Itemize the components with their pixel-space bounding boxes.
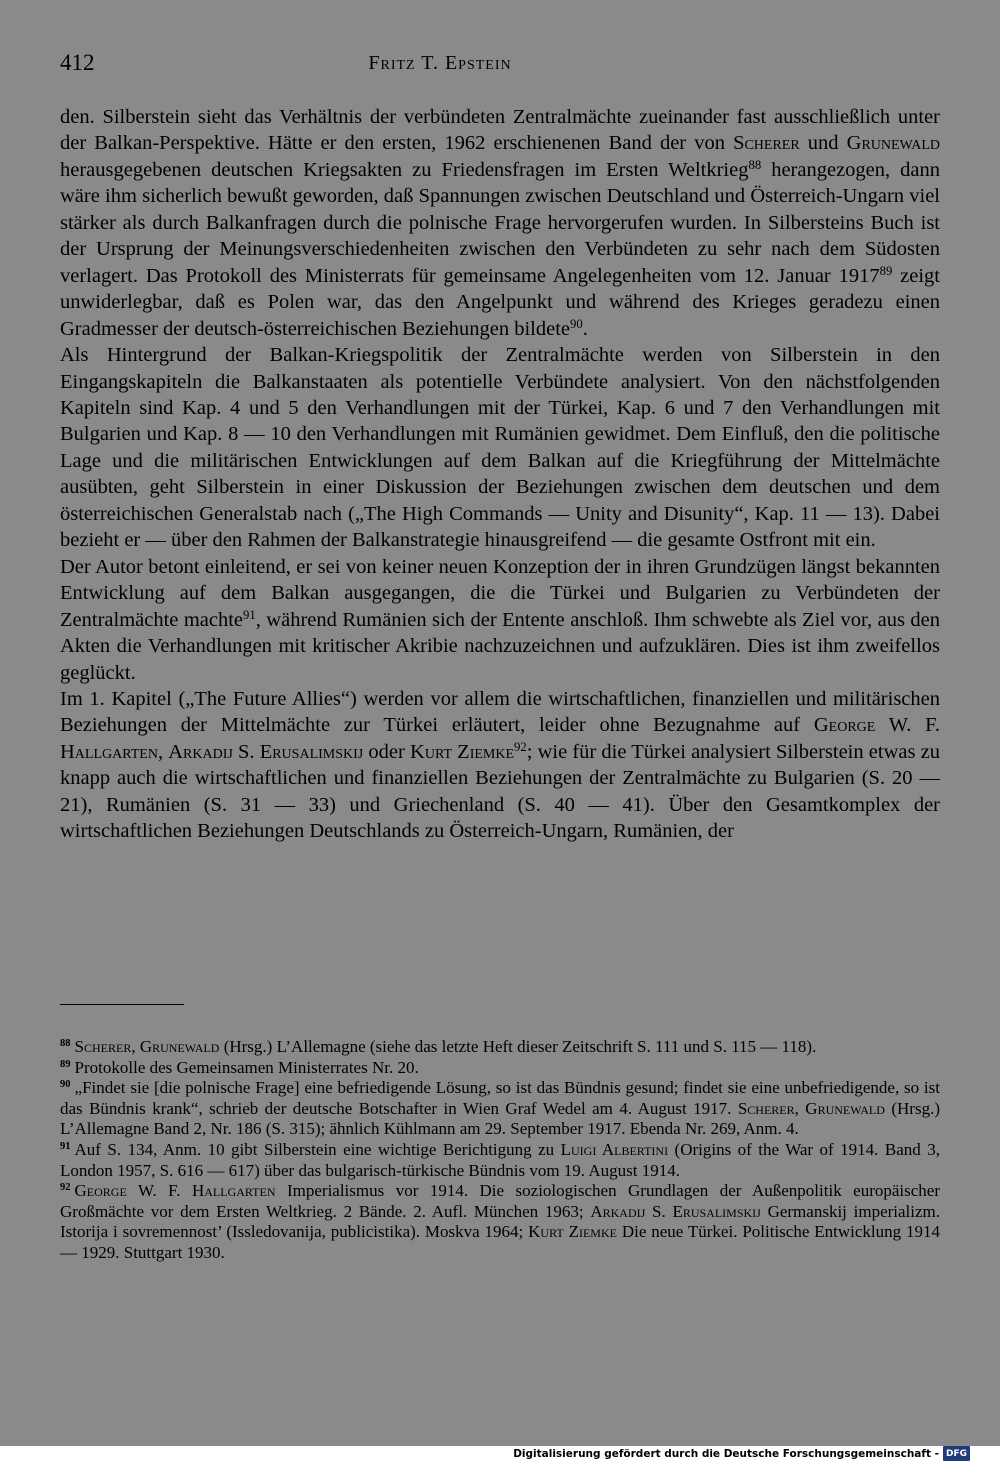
footnote-separator xyxy=(60,1004,184,1005)
text-run: Die neue Türkei. Politische Entwicklung 1914 — 1929. Stuttgart 1930. xyxy=(60,1222,940,1262)
footnote-ref: 88 xyxy=(748,157,762,172)
footnote-89 xyxy=(60,1058,940,1079)
paragraph-1 xyxy=(60,104,940,342)
text-run: und xyxy=(799,132,847,155)
text-run: oder xyxy=(363,740,411,763)
footnote-number: 92 xyxy=(60,1182,71,1194)
footnotes xyxy=(60,1037,940,1264)
text-run: „Findet sie [die polnische Frage] eine befriedigende Lösung, so ist das Bündnis gesund; findet sie eine unbefriedigende, so ist das Bündnis krank“, schrieb der deutsche Botschafter in Wien Graf Wedel am 4. August 1917. xyxy=(60,1078,940,1118)
text-run: herangezogen, dann wäre ihm sicherlich bewußt geworden, daß Spannungen zwischen Deutschland und Österreich-Ungarn viel stärker als durch Balkanfragen durch die polnische Frage hervorgerufen wurden. In Silbersteins Buch ist der Ursprung der Meinungsverschiedenheiten zwischen den Verbündeten zu sehr nach dem Südosten verlagert. Das Protokoll des Ministerrats für gemeinsame Angelegenheiten vom 12. Januar 1917 xyxy=(60,158,940,287)
dfg-logo: DFG xyxy=(943,1446,970,1461)
text-run: , während Rumänien sich der Entente anschloß. Ihm schwebte als Ziel vor, aus den Akten die Verhandlungen mit kritischer Akribie nachzuzeichnen und aufzuklären. Dies ist ihm zweifellos geglückt. xyxy=(60,608,940,684)
digitization-footer xyxy=(513,1446,970,1461)
text-run: , xyxy=(157,740,169,763)
footer-text: Digitalisierung gefördert durch die Deutsche Forschungsgemeinschaft - xyxy=(513,1447,939,1460)
text-run: Auf S. 134, Anm. 10 gibt Silberstein eine wichtige Berichtigung zu xyxy=(74,1139,561,1159)
text-run: zeigt unwiderlegbar, daß es Polen war, das den Angelpunkt und während des Krieges geradezu einen Gradmesser der deutsch-österreichischen Beziehungen bildete xyxy=(60,264,941,340)
author-name: Luigi Albertini xyxy=(560,1139,669,1159)
footnote-88 xyxy=(60,1037,940,1058)
text-run: (Hrsg.) L’Allemagne Band 2, Nr. 186 (S. 315); ähnlich Kühlmann am 29. September 1917. Ebenda Nr. 269, Anm. 4. xyxy=(60,1098,940,1139)
paragraph-3 xyxy=(60,554,940,686)
text-run: (Origins of the War of 1914. Band 3, London 1957, S. 616 — 617) über das bulgarisch-türkische Bündnis vom 19. August 1914. xyxy=(60,1139,940,1180)
author-name: Scherer, Grunewald xyxy=(74,1037,220,1056)
text-run: (Hrsg.) L’Allemagne (siehe das letzte Heft dieser Zeitschrift S. 111 und S. 115 — 118). xyxy=(219,1037,817,1056)
author-name: Arkadij S. Erusalimskij xyxy=(168,740,364,763)
author-name: Arkadij S. Erusalimskij xyxy=(590,1201,761,1221)
footnote-92 xyxy=(60,1181,940,1263)
text-run: . xyxy=(582,317,588,340)
footnote-number: 88 xyxy=(60,1038,71,1050)
text-run: Der Autor betont einleitend, er sei von keiner neuen Konzeption der in ihren Grundzügen längst bekannten Entwicklung auf dem Balkan ausgegangen, die die Türkei und Bulgarien zu Verbündeten der Zentralmächte machte xyxy=(60,555,940,631)
text-run: ; wie für die Türkei analysiert Silberstein etwas zu knapp auch die wirtschaftlichen und finanziellen Beziehungen der Zentralmächte zu Bulgarien (S. 20 — 21), Rumänien (S. 31 — 33) und Griechenland (S. 40 — 41). Über den Gesamtkomplex der wirtschaftlichen Beziehungen Deutschlands zu Österreich-Ungarn, Rumänien, der xyxy=(60,740,940,843)
footnote-number: 89 xyxy=(60,1058,71,1070)
author-name: George W. F. Hallgarten xyxy=(60,714,940,763)
text-run: herausgegebenen deutschen Kriegsakten zu Friedensfragen im Ersten Weltkrieg xyxy=(60,158,749,181)
text-run: Imperialismus vor 1914. Die soziologischen Grundlagen der Außenpolitik europäischer Großmächte vor dem Ersten Weltkrieg. 2 Bände. 2. Aufl. München 1963; xyxy=(60,1181,940,1221)
footnote-ref: 91 xyxy=(243,607,256,622)
footnote-number: 90 xyxy=(60,1079,71,1091)
page-number: 412 xyxy=(60,50,95,75)
running-head: Fritz T. Epstein xyxy=(368,52,512,74)
author-name: George W. F. Hallgarten xyxy=(74,1181,276,1201)
text-run: Im 1. Kapitel („The Future Allies“) werden vor allem die wirtschaftlichen, finanziellen und militärischen Beziehungen der Mittelmächte zur Türkei erläutert, leider ohne Bezugnahme auf xyxy=(60,687,940,737)
author-name: Kurt Ziemke xyxy=(410,740,515,763)
text-run: Germanskij imperializm. Istorija i sovremennost’ (Issledovanija, publicistika). Moskva 1964; xyxy=(60,1201,941,1242)
footnote-ref: 89 xyxy=(879,263,893,278)
author-name: Scherer, Grunewald xyxy=(737,1098,885,1118)
text-run: den. Silberstein sieht das Verhältnis der verbündeten Zentralmächte zueinander fast ausschließlich unter der Balkan-Perspektive. Hätte er den ersten, 1962 erschienenen Band der von xyxy=(60,106,940,155)
author-name: Grunewald xyxy=(846,132,940,155)
footnote-ref: 92 xyxy=(514,739,527,754)
author-name: Kurt Ziemke xyxy=(528,1222,617,1242)
paragraph-2: Als Hintergrund der Balkan-Kriegspolitik der Zentralmächte werden von Silberstein in den Eingangskapiteln die Balkanstaaten als potentielle Verbündete analysiert. Von den nächstfolgenden Kapiteln sind Kap. 4 und 5 den Verhandlungen mit der Türkei, Kap. 6 und 7 den Verhandlungen mit Bulgarien und Kap. 8 — 10 den Verhandlungen mit Rumänien gewidmet. Dem Einfluß, den die politische Lage und die militärischen Entwicklungen auf dem Balkan auf die Kriegführung der Mittelmächte ausübten, geht Silberstein in einer Diskussion der Beziehungen zwischen dem deutschen und dem österreichischen Generalstab nach („The High Commands — Unity and Disunity“, Kap. 11 — 13). Dabei bezieht er — über den Rahmen der Balkanstrategie hinausgreifend — die gesamte Ostfront mit ein. xyxy=(60,344,940,552)
footnote-90 xyxy=(60,1078,940,1140)
footnote-ref: 90 xyxy=(570,316,583,331)
author-name: Scherer xyxy=(733,132,800,155)
main-text xyxy=(60,104,940,845)
text-run: Protokolle des Gemeinsamen Ministerrates Nr. 20. xyxy=(74,1057,419,1077)
paragraph-4 xyxy=(60,686,940,845)
footnote-number: 91 xyxy=(60,1141,71,1153)
footnote-91 xyxy=(60,1140,940,1181)
